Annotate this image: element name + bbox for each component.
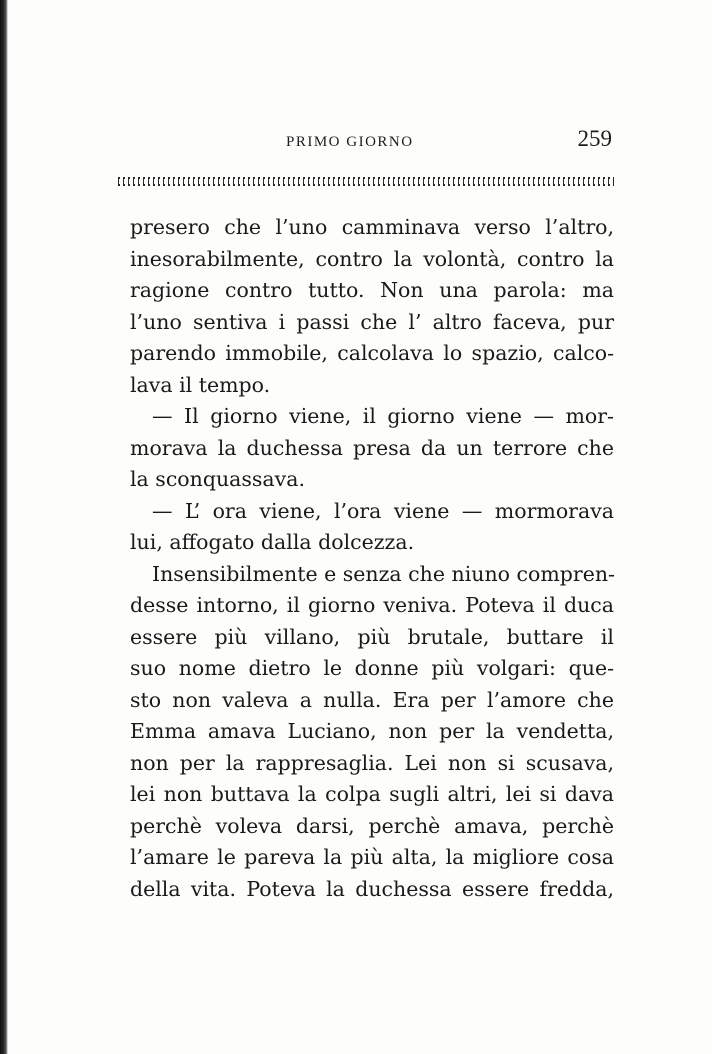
text-line: sto non valeva a nulla. Era per l’amore che bbox=[130, 687, 614, 712]
text-line: essere più villano, più brutale, buttare il bbox=[130, 624, 614, 649]
text-line: — L’ ora viene, l’ora viene — mormorava bbox=[152, 498, 614, 523]
text-line: lei non buttava la colpa sugli altri, lei si dava bbox=[130, 782, 614, 806]
text-line: desse intorno, il giorno veniva. Poteva il duca bbox=[130, 593, 614, 617]
page-header bbox=[120, 128, 614, 158]
text-line: suo nome dietro le donne più volgari: que- bbox=[130, 656, 614, 680]
text-line: ragione contro tutto. Non una parola: ma bbox=[130, 278, 614, 302]
text-line: l’amare le pareva la più alta, la migliore cosa bbox=[130, 845, 614, 869]
text-line: Insensibilmente e senza che niuno compren- bbox=[152, 561, 615, 586]
page-number: 259 bbox=[577, 126, 612, 151]
decorative-rule bbox=[118, 177, 614, 186]
text-line: l’uno sentiva i passi che l’ altro faceva, pur bbox=[130, 309, 614, 334]
text-line: inesorabilmente, contro la volontà, contro la bbox=[130, 246, 614, 271]
text-line: perchè voleva darsi, perchè amava, perchè bbox=[130, 813, 614, 838]
text-line: lava il tempo. bbox=[130, 372, 271, 397]
text-line: presero che l’uno camminava verso l’altro, bbox=[130, 215, 614, 239]
text-line: lui, affogato dalla dolcezza. bbox=[130, 530, 415, 554]
text-line: della vita. Poteva la duchessa essere fredda, bbox=[130, 876, 614, 901]
text-line: Emma amava Luciano, non per la vendetta, bbox=[130, 719, 614, 743]
text-line: parendo immobile, calcolava lo spazio, calco- bbox=[130, 341, 614, 365]
body-text bbox=[130, 212, 614, 905]
text-line: — Il giorno viene, il giorno viene — mor- bbox=[152, 404, 614, 428]
binding-edge bbox=[0, 0, 8, 1054]
text-line: morava la duchessa presa da un terrore che bbox=[130, 435, 614, 460]
text-line: non per la rappresaglia. Lei non si scusava, bbox=[130, 750, 614, 775]
text-line: la sconquassava. bbox=[130, 467, 305, 491]
running-head: PRIMO GIORNO bbox=[286, 134, 414, 150]
